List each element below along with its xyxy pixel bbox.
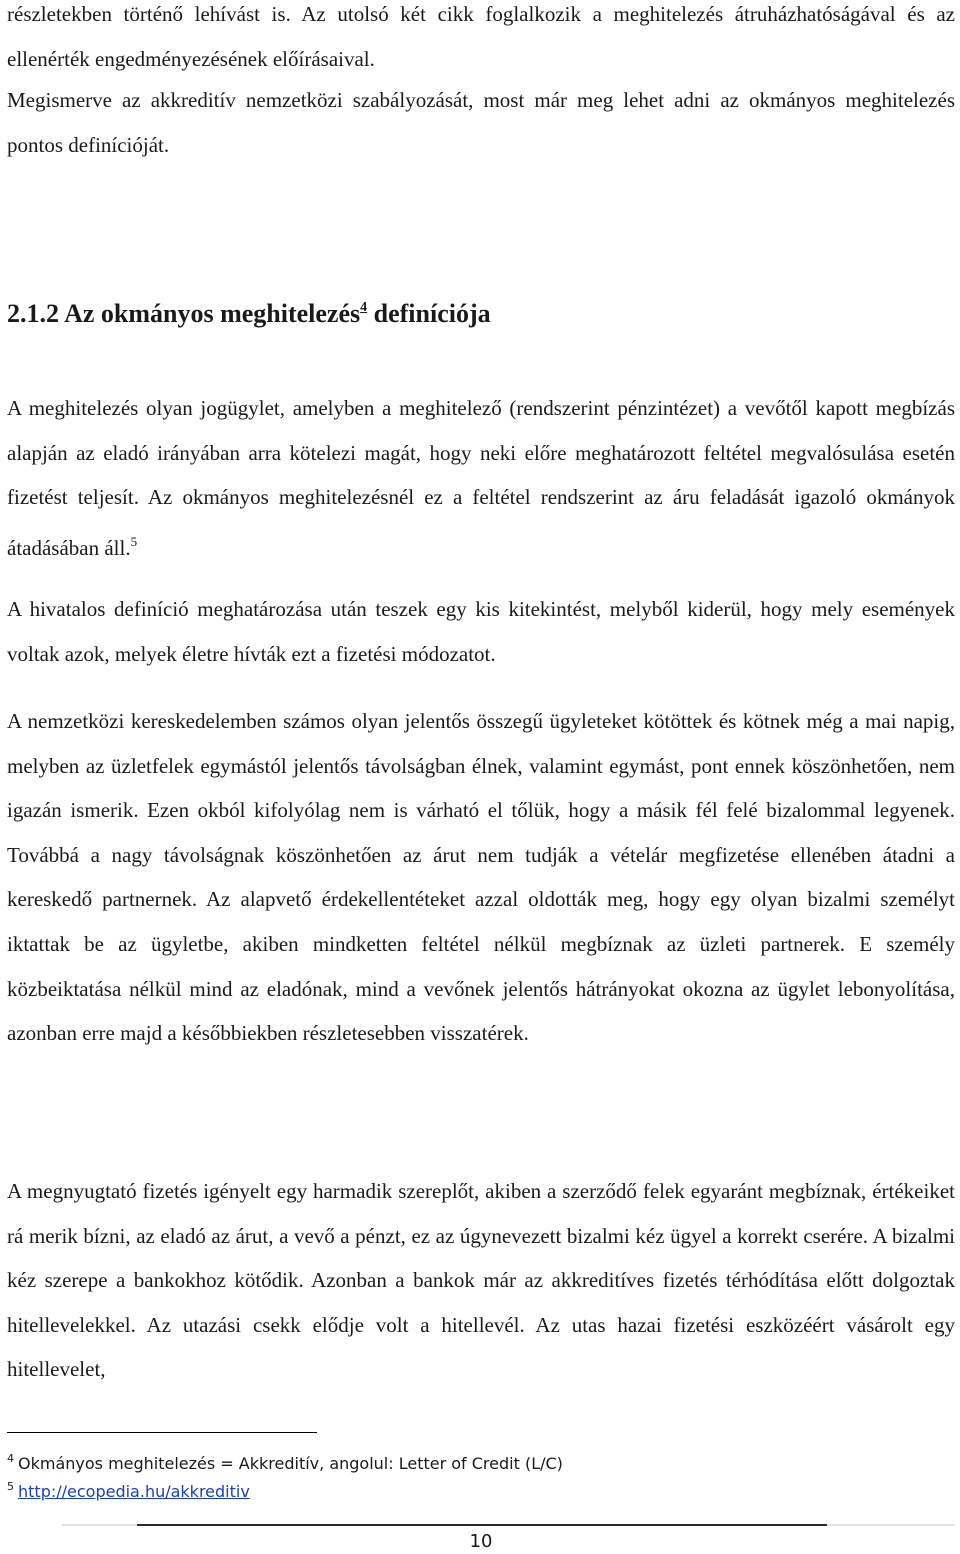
- paragraph-international-trade: A nemzetközi kereskedelemben számos olyan jelentős összegű ügyleteket kötöttek és kötnek még a mai napig, melyben az üzletfelek egymástól jelentős távolságban élnek, valamint egymást, pont ennek köszönhetően, nem igazán ismerik. Ezen okból kifolyólag nem is várható el tőlük, hogy a másik fél felé bizalommal legyenek. Továbbá a nagy távolságnak köszönhetően az árut nem tudják a vételár megfizetése ellenében átadni a kereskedő partnernek. Az alapvető érdekellentéteket azzal oldották meg, hogy egy olyan bizalmi személyt iktattak be az ügyletbe, akiben mindketten feltétel nélkül megbíznak az üzleti partnerek. E személy közbeiktatása nélkül mind az eladónak, mind a vevőnek jelentős hátrányokat okozna az ügylet lebonyolítása, azonban erre majd a későbbiekben részletesebben visszatérek.: [7, 709, 955, 1046]
- paragraph-definition: [7, 386, 955, 570]
- page-number: 10: [469, 1531, 493, 1552]
- footnote-4: [7, 1448, 563, 1475]
- paragraph-intro-definition: Megismerve az akkreditív nemzetközi szabályozását, most már meg lehet adni az okmányos meghitelezés pontos definícióját.: [7, 88, 955, 157]
- paragraph-top: részletekben történő lehívást is. Az utolsó két cikk foglalkozik a meghitelezés átruházhatóságával és az ellenérték engedményezésének előírásaival.: [7, 2, 955, 71]
- heading-text-end: definíciója: [367, 299, 491, 328]
- paragraph-outlook: A hivatalos definíció meghatározása után teszek egy kis kitekintést, melyből kiderül, hogy mely események voltak azok, melyek életre hívták ezt a fizetési módozatot.: [7, 597, 955, 666]
- definition-text: A meghitelezés olyan jogügylet, amelyben a meghitelező (rendszerint pénzintézet) a vevőtől kapott megbízás alapján az eladó irányában arra kötelezi magát, hogy neki előre meghatározott feltétel megvalósulása esetén fizetést teljesít. Az okmányos meghitelezésnél ez a feltétel rendszerint az áru feladását igazoló okmányok átadásában áll.: [7, 396, 955, 560]
- footnote-separator: [7, 1432, 317, 1433]
- footnote-text: Okmányos meghitelezés = Akkreditív, angolul: Letter of Credit (L/C): [18, 1454, 563, 1473]
- heading-footnote-ref[interactable]: 4: [360, 300, 368, 315]
- footnote-5: [7, 1476, 250, 1503]
- footer-divider: [137, 1524, 827, 1526]
- definition-footnote-ref[interactable]: 5: [130, 533, 138, 549]
- footnote-number: 5: [7, 1480, 14, 1493]
- section-heading: [7, 282, 491, 340]
- footnote-number: 4: [7, 1452, 14, 1465]
- footnote-link[interactable]: http://ecopedia.hu/akkreditiv: [18, 1482, 250, 1501]
- heading-text: 2.1.2 Az okmányos meghitelezés: [7, 299, 361, 328]
- paragraph-trusted-party: A megnyugtató fizetés igényelt egy harmadik szereplőt, akiben a szerződő felek egyaránt megbíznak, értékeiket rá merik bízni, az eladó az árut, a vevő a pénzt, ez az úgynevezett bizalmi kéz ügyel a korrekt cserére. A bizalmi kéz szerepe a bankokhoz kötődik. Azonban a bankok már az akkreditíves fizetés térhódítása előtt dolgoztak hitellevelekkel. Az utazási csekk elődje volt a hitellevél. Az utas hazai fizetési eszközéért vásárolt egy hitellevelet,: [7, 1179, 955, 1382]
